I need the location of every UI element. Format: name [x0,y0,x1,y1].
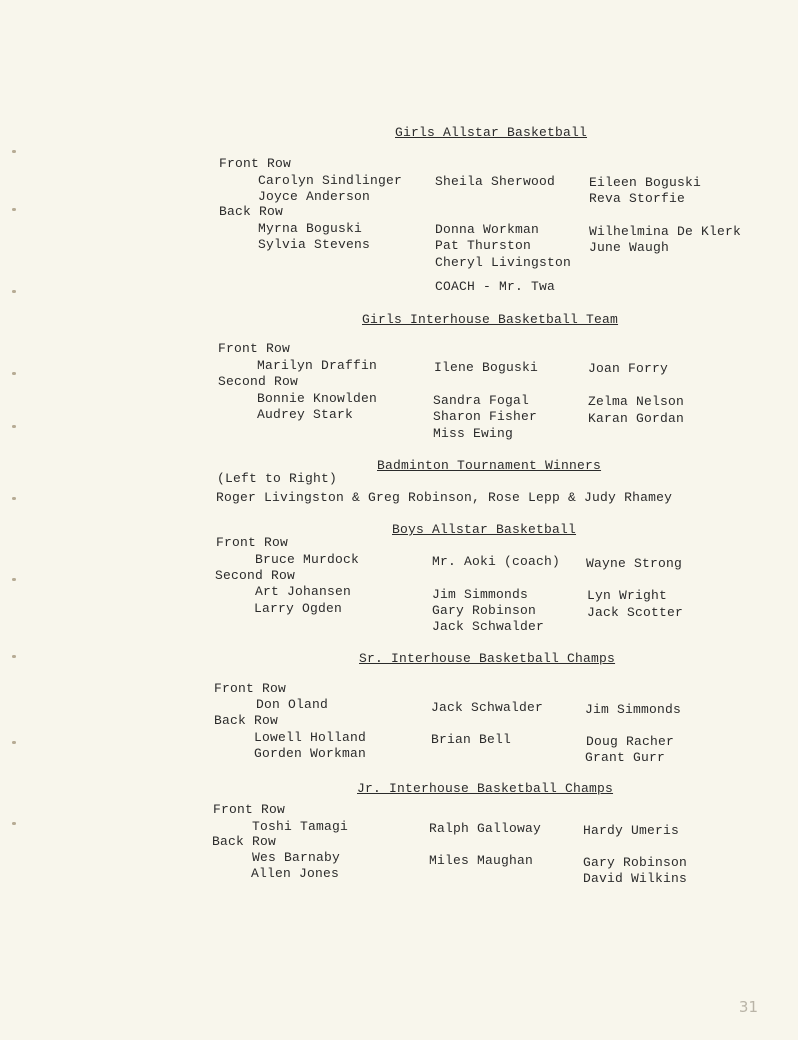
section-heading: Sr. Interhouse Basketball Champs [359,651,616,666]
player-name: Gorden Workman [254,746,367,761]
player-name: Doug Racher [586,734,675,749]
player-name: Bruce Murdock [255,552,360,567]
margin-mark [12,372,16,375]
player-name: Jack Schwalder [431,700,544,715]
caption-subtitle: (Left to Right) [217,471,338,486]
section-heading: Girls Interhouse Basketball Team [362,312,619,327]
margin-mark [12,741,16,744]
player-name: Sandra Fogal [433,393,530,408]
player-name: Miss Ewing [433,426,514,441]
row-label: Back Row [214,713,279,728]
winners-line: Roger Livingston & Greg Robinson, Rose Lepp & Judy Rhamey [216,490,673,505]
coach-line: COACH - Mr. Twa [435,279,556,294]
player-name: Gary Robinson [432,603,537,618]
row-label: Second Row [215,568,296,583]
player-name: Lowell Holland [254,730,367,745]
player-name: Grant Gurr [585,750,666,765]
player-name: Ilene Boguski [434,360,539,375]
player-name: Art Johansen [255,584,352,599]
player-name: Reva Storfie [589,191,686,206]
section-heading: Boys Allstar Basketball [392,522,577,537]
section-heading: Badminton Tournament Winners [377,458,602,473]
player-name: Cheryl Livingston [435,255,572,270]
player-name: Don Oland [256,697,329,712]
player-name: June Waugh [589,240,670,255]
player-name: Audrey Stark [257,407,354,422]
row-label: Back Row [219,204,284,219]
player-name: Mr. Aoki (coach) [432,554,561,569]
player-name: Lyn Wright [587,588,668,603]
section-heading: Jr. Interhouse Basketball Champs [357,781,614,796]
player-name: Hardy Umeris [583,823,680,838]
player-name: Brian Bell [431,732,512,747]
player-name: Jim Simmonds [432,587,529,602]
row-label: Back Row [212,834,277,849]
player-name: Wes Barnaby [252,850,341,865]
player-name: Eileen Boguski [589,175,702,190]
player-name: Toshi Tamagi [252,819,349,834]
margin-mark [12,425,16,428]
margin-mark [12,290,16,293]
player-name: Carolyn Sindlinger [258,173,403,188]
page-number: 31 [738,998,758,1016]
row-label: Front Row [218,341,291,356]
player-name: Sylvia Stevens [258,237,371,252]
player-name: Myrna Boguski [258,221,363,236]
player-name: Joyce Anderson [258,189,371,204]
player-name: Larry Ogden [254,601,343,616]
player-name: Wilhelmina De Klerk [589,224,742,239]
player-name: Jim Simmonds [585,702,682,717]
player-name: David Wilkins [583,871,688,886]
player-name: Pat Thurston [435,238,532,253]
row-label: Front Row [216,535,289,550]
margin-mark [12,208,16,211]
margin-mark [12,150,16,153]
margin-mark [12,497,16,500]
row-label: Second Row [218,374,299,389]
player-name: Jack Schwalder [432,619,545,634]
player-name: Joan Forry [588,361,669,376]
player-name: Jack Scotter [587,605,684,620]
margin-mark [12,655,16,658]
player-name: Donna Workman [435,222,540,237]
player-name: Allen Jones [251,866,340,881]
player-name: Miles Maughan [429,853,534,868]
player-name: Sheila Sherwood [435,174,556,189]
player-name: Marilyn Draffin [257,358,378,373]
margin-mark [12,822,16,825]
player-name: Gary Robinson [583,855,688,870]
player-name: Sharon Fisher [433,409,538,424]
row-label: Front Row [214,681,287,696]
player-name: Zelma Nelson [588,394,685,409]
row-label: Front Row [213,802,286,817]
player-name: Bonnie Knowlden [257,391,378,406]
section-heading: Girls Allstar Basketball [395,125,588,140]
player-name: Wayne Strong [586,556,683,571]
margin-mark [12,578,16,581]
player-name: Ralph Galloway [429,821,542,836]
player-name: Karan Gordan [588,411,685,426]
row-label: Front Row [219,156,292,171]
